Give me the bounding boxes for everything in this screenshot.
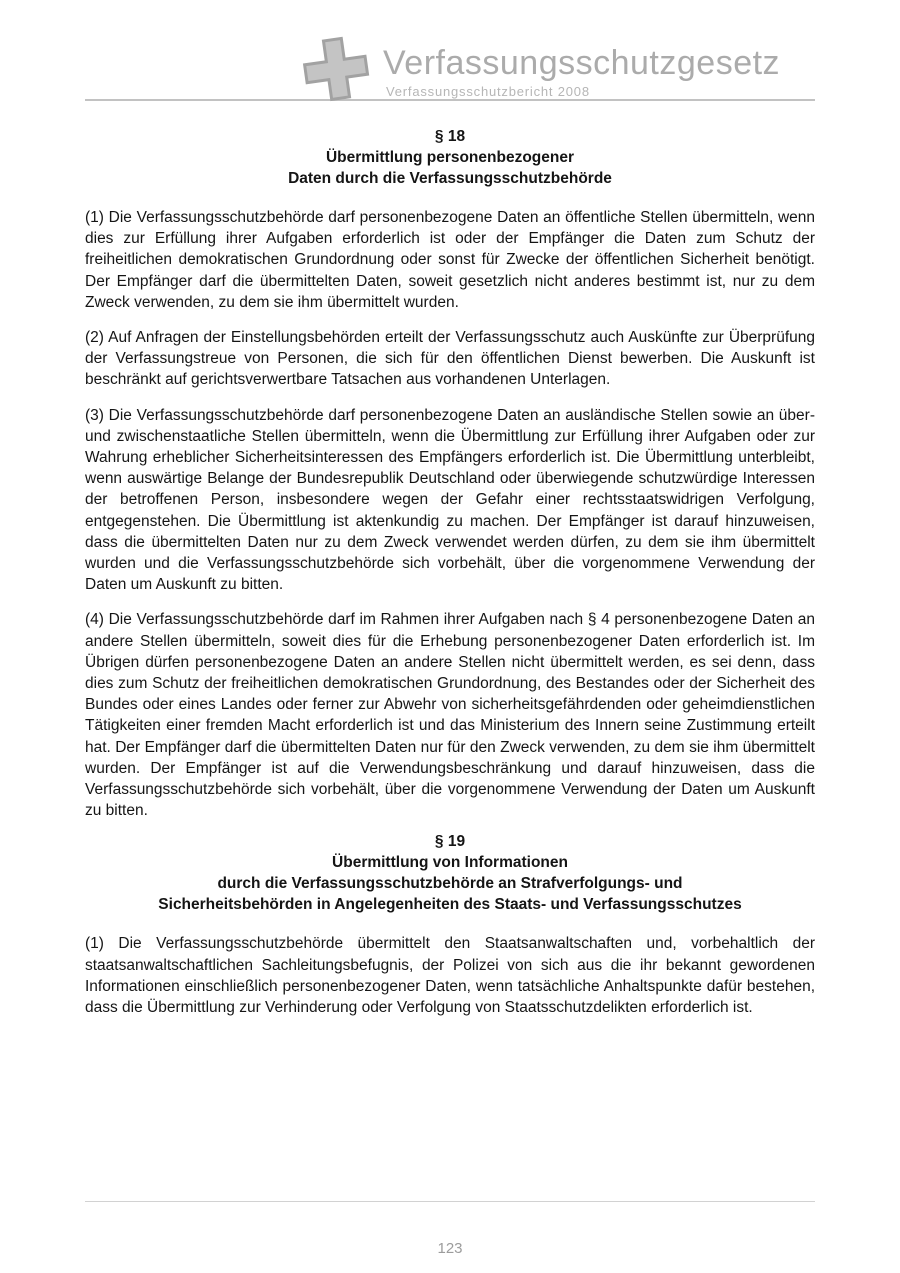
section-18-heading <box>85 126 815 189</box>
section-title-line: Daten durch die Verfassungsschutzbehörde <box>288 170 612 187</box>
paragraph: (1) Die Verfassungsschutzbehörde darf personenbezogene Daten an öffentliche Stellen übermitteln, wenn dies zur Erfüllung ihrer Aufgaben erforderlich ist oder der Empfänger die Daten zum Schutz der freiheitlichen demokratischen Grundordnung oder sonst für Zwecke der öffentlichen Sicherheit benötigt. Der Empfänger darf die übermittelten Daten, soweit gesetzlich nicht anderes bestimmt ist, nur zu dem Zweck verwenden, zu dem sie ihm übermittelt wurden. <box>85 209 815 311</box>
section-title-line: durch die Verfassungsschutzbehörde an Strafverfolgungs- und <box>217 875 683 893</box>
section-title-line: Sicherheitsbehörden in Angelegenheiten des Staats- und Verfassungsschutzes <box>158 896 742 914</box>
section-number: § 19 <box>434 833 466 851</box>
section-18 <box>85 126 815 821</box>
section-title-line: Übermittlung personenbezogener <box>325 149 575 166</box>
header-divider <box>85 99 815 101</box>
section-19-heading <box>85 831 815 915</box>
paragraph: (3) Die Verfassungsschutzbehörde darf personenbezogene Daten an ausländische Stellen sowie an über- und zwischenstaatliche Stellen übermitteln, wenn die Übermittlung zur Erfüllung ihrer Aufgaben oder zur Wahrung erheblicher Sicherheitsinteressen des Empfängers erforderlich ist. Die Übermittlung unterbleibt, wenn auswärtige Belange der Bundesrepublik Deutschland oder überwiegende schutzwürdige Interessen der betroffenen Person, insbesondere wegen der Gefahr einer rechtsstaatswidrigen Verfolgung, entgegenstehen. Die Übermittlung ist aktenkundig zu machen. Der Empfänger ist darauf hinzuweisen, dass die übermittelten Daten nur zu dem Zweck verwendet werden dürfen, zu dem sie ihm übermittelt wurden und die Verfassungsschutzbehörde sich vorbehält, über die vorgenommene Verwendung der Daten um Auskunft zu bitten. <box>85 406 815 594</box>
section-number: § 18 <box>434 128 466 145</box>
header-subtitle: Verfassungsschutzbericht 2008 <box>386 84 590 99</box>
paragraph: (2) Auf Anfragen der Einstellungsbehörden erteilt der Verfassungsschutz auch Auskünfte zur Überprüfung der Verfassungstreue von Personen, die sich für den öffentlichen Dienst bewerben. Die Auskunft ist beschränkt auf gerichtsverwertbare Tatsachen aus vorhandenen Unterlagen. <box>85 329 815 389</box>
page-number: 123 <box>437 1240 463 1257</box>
section-19 <box>85 831 815 1018</box>
document-body <box>85 101 815 1018</box>
paragraph: (4) Die Verfassungsschutzbehörde darf im Rahmen ihrer Aufgaben nach § 4 personenbezogene Daten an andere Stellen übermitteln, soweit dies für die Erhebung personenbezogener Daten erforderlich ist. Im Übrigen dürfen personenbezogene Daten an andere Stellen nicht übermittelt werden, es sei denn, dass dies zum Schutz der freiheitlichen demokratischen Grundordnung, des Bestandes oder der Sicherheit des Bundes oder eines Landes oder ferner zur Abwehr von sicherheitsgefährdenden oder geheimdienstlichen Tätigkeiten einer fremden Macht erforderlich ist und das Ministerium des Innern seine Zustimmung erteilt hat. Der Empfänger darf die übermittelten Daten nur für den Zweck verwenden, zu dem sie ihm übermittelt wurden. Der Empfänger ist auf die Verwendungsbeschränkung und darauf hinzuweisen, dass die Verfassungsschutzbehörde sich vorbehält, über die vorgenommene Verwendung der Daten um Auskunft zu bitten. <box>85 611 815 820</box>
state-crest-logo-icon <box>300 36 372 102</box>
section-title-line: Übermittlung von Informationen <box>332 854 568 872</box>
footer-divider <box>85 1201 815 1202</box>
header-title: Verfassungsschutzgesetz <box>383 44 781 82</box>
document-header <box>85 0 815 101</box>
paragraph: (1) Die Verfassungsschutzbehörde übermittelt den Staatsanwaltschaften und, vorbehaltlich der staatsanwaltschaftlichen Sachleitungsbefugnis, der Polizei von sich aus die ihr bekannt gewordenen Informationen einschließlich personenbezogener Daten, wenn tatsächliche Anhaltspunkte dafür bestehen, dass die Übermittlung zur Verhinderung oder Verfolgung von Staatsschutzdelikten erforderlich ist. <box>85 935 815 1017</box>
document-footer <box>85 1201 815 1257</box>
